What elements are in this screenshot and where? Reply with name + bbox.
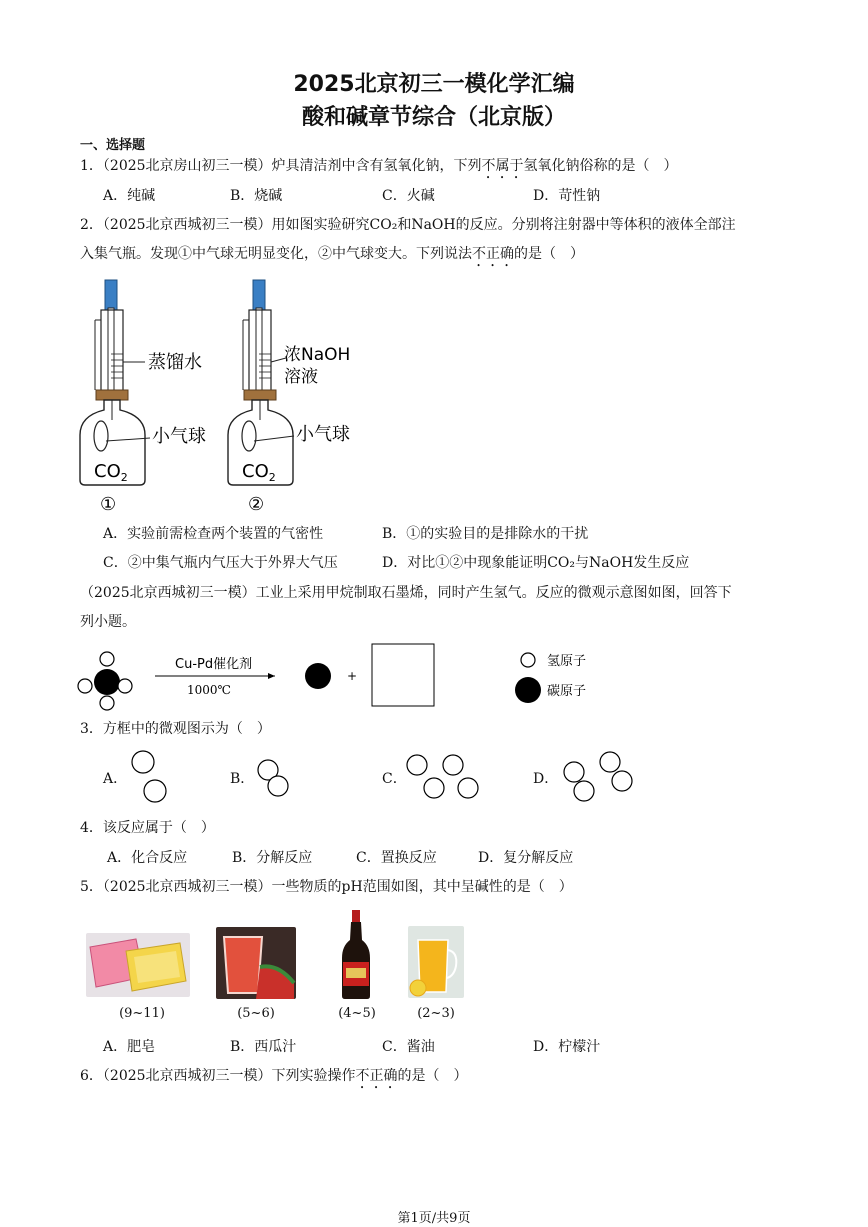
q1-emphasis: 不属于: [481, 158, 524, 174]
liquid-label-2a: 浓NaOH: [284, 345, 351, 365]
q5-option-d: D．柠檬汁: [533, 1039, 601, 1055]
answer-box: [372, 644, 434, 706]
temperature-label: 1000℃: [187, 683, 231, 697]
catalyst-label: Cu-Pd催化剂: [175, 657, 253, 672]
q2-option-a: A．实验前需检查两个装置的气密性: [103, 526, 324, 542]
q2-emphasis: 不正确: [472, 246, 514, 262]
apparatus-2-number: ②: [248, 494, 265, 515]
plus-sign: +: [347, 669, 358, 683]
question-5-stem: 5．（2025北京西城初三一模）一些物质的pH范围如图，其中呈碱性的是（ ）: [80, 879, 573, 895]
q4-option-d: D．复分解反应: [478, 850, 574, 866]
apparatus-1-number: ①: [100, 494, 117, 515]
liquid-label-1: 蒸馏水: [148, 352, 202, 373]
soap-image: [86, 933, 190, 997]
document-subtitle: 酸和碱章节综合（北京版）: [301, 105, 566, 130]
question-3-stem: 3．方框中的微观图示为（ ）: [80, 721, 271, 737]
q3-label-d: D．: [533, 771, 559, 787]
q3-option-a-molecules: [132, 751, 166, 802]
q4-option-a: A．化合反应: [107, 850, 188, 866]
q2-option-b: B．①的实验目的是排除水的干扰: [382, 526, 589, 542]
q5-option-c: C．酱油: [382, 1039, 435, 1055]
soy-sauce-image: [338, 910, 374, 1000]
ph-label-soap: (9~11): [119, 1006, 165, 1021]
balloon-label-2: 小气球: [296, 424, 350, 445]
hydrogen-legend-icon: [521, 653, 535, 667]
gas-label-2: $CO_2$: [242, 461, 276, 484]
q2-line2-post: 的是（ ）: [514, 246, 584, 262]
q3-label-b: B．: [230, 771, 255, 787]
q1-option-b: B．烧碱: [230, 188, 283, 204]
q3-option-d-molecules: [564, 752, 632, 801]
syringe-apparatus-figure: [70, 270, 370, 515]
q1-stem-pre: 1．（2025北京房山初三一模）炉具清洁剂中含有氢氧化钠，下列: [80, 158, 482, 174]
section-heading: 一、选择题: [80, 138, 146, 153]
page-number: 第1页/共9页: [397, 1211, 471, 1226]
q3-label-a: A．: [103, 771, 128, 787]
q1-option-c: C．火碱: [382, 188, 435, 204]
q3-option-c-molecules: [407, 755, 478, 798]
methane-molecule: [78, 652, 132, 710]
hydrogen-legend-label: 氢原子: [547, 654, 587, 669]
q4-option-b: B．分解反应: [232, 850, 313, 866]
q4-option-c: C．置换反应: [356, 850, 437, 866]
gas-label-1: $CO_2$: [94, 461, 128, 484]
intro-line2: 列小题。: [80, 614, 136, 630]
balloon-label-1: 小气球: [152, 426, 206, 447]
watermelon-juice-image: [216, 927, 296, 999]
apparatus-2: [228, 280, 350, 515]
question-1-stem: [80, 157, 678, 182]
q2-option-d: D．对比①②中现象能证明CO₂与NaOH发生反应: [382, 555, 690, 571]
question-6-stem: [80, 1067, 468, 1092]
q5-option-b: B．西瓜汁: [230, 1039, 297, 1055]
question-4-stem: 4．该反应属于（ ）: [80, 820, 215, 836]
q3-label-c: C．: [382, 771, 407, 787]
q3-options-figure: [125, 748, 645, 808]
q5-option-a: A．肥皂: [103, 1039, 156, 1055]
intro-line1: （2025北京西城初三一模）工业上采用甲烷制取石墨烯，同时产生氢气。反应的微观示意图如图，回答下: [80, 585, 732, 601]
q2-option-c: C．②中集气瓶内气压大于外界大气压: [103, 555, 338, 571]
lemon-juice-image: [408, 926, 464, 998]
q1-option-a: A．纯碱: [103, 188, 156, 204]
ph-label-soy-sauce: (4~5): [338, 1006, 376, 1021]
question-2-line2: [80, 245, 584, 270]
q3-option-b-molecule: [258, 760, 288, 796]
carbon-product: [305, 663, 331, 689]
carbon-legend-icon: [515, 677, 541, 703]
q6-emphasis: 不正确: [355, 1068, 398, 1084]
q1-stem-post: 氢氧化钠俗称的是（ ）: [523, 158, 678, 174]
q2-line2-pre: 入集气瓶。发现①中气球无明显变化，②中气球变大。下列说法: [80, 246, 472, 262]
ph-label-lemon: (2~3): [417, 1006, 455, 1021]
liquid-label-2b: 溶液: [284, 367, 318, 387]
q6-stem-pre: 6．（2025北京西城初三一模）下列实验操作: [80, 1068, 356, 1084]
apparatus-1: [80, 280, 206, 515]
q6-stem-post: 的是（ ）: [397, 1068, 468, 1084]
carbon-legend-label: 碳原子: [547, 684, 587, 699]
question-2-line1: 2．（2025北京西城初三一模）用如图实验研究CO₂和NaOH的反应。分别将注射器中等体积的液体全部注: [80, 217, 736, 233]
q1-option-d: D．苛性钠: [533, 188, 601, 204]
ph-label-watermelon: (5~6): [237, 1006, 275, 1021]
reaction-diagram: [75, 640, 635, 715]
document-title: 2025北京初三一模化学汇编: [293, 72, 575, 97]
